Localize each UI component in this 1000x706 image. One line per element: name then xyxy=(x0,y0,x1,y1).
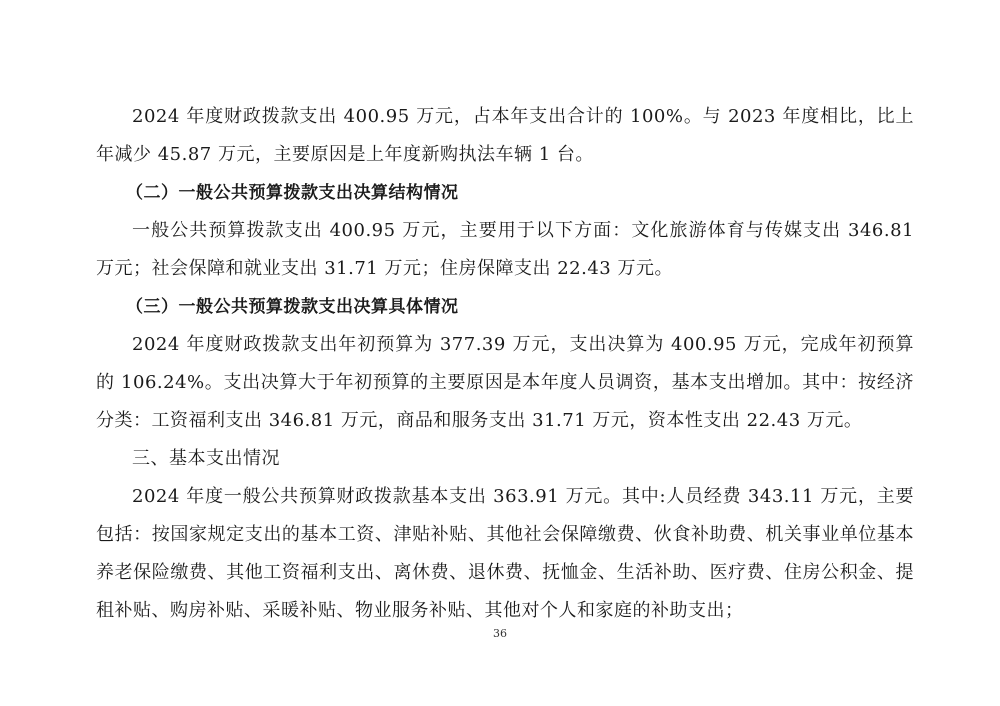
heading-details: （三）一般公共预算拨款支出决算具体情况 xyxy=(126,297,459,317)
document-body xyxy=(96,98,914,630)
heading-structure: （二）一般公共预算拨款支出决算结构情况 xyxy=(126,183,459,203)
heading-basic-expenditure: 三、基本支出情况 xyxy=(132,448,280,469)
paragraph-basic-expenditure: 2024 年度一般公共预算财政拨款基本支出 363.91 万元。其中:人员经费 343.11 万元，主要包括：按国家规定支出的基本工资、津贴补贴、其他社会保障缴费、伙食补助费、机关事业单位基本养老保险缴费、其他工资福利支出、离休费、退休费、抚恤金、生活补助、医疗费、住房公积金、提租补贴、购房补贴、采暖补贴、物业服务补贴、其他对个人和家庭的补助支出； xyxy=(96,486,914,621)
paragraph-structure: 一般公共预算拨款支出 400.95 万元，主要用于以下方面：文化旅游体育与传媒支出 346.81 万元；社会保障和就业支出 31.71 万元；住房保障支出 22.43 万元。 xyxy=(96,220,914,279)
paragraph-appropriation-summary: 2024 年度财政拨款支出 400.95 万元，占本年支出合计的 100%。与 2023 年度相比，比上年减少 45.87 万元，主要原因是上年度新购执法车辆 1 台。 xyxy=(96,106,914,165)
paragraph-details: 2024 年度财政拨款支出年初预算为 377.39 万元，支出决算为 400.95 万元，完成年初预算的 106.24%。支出决算大于年初预算的主要原因是本年度人员调资，基本支出增加。其中：按经济分类：工资福利支出 346.81 万元，商品和服务支出 31.71 万元，资本性支出 22.43 万元。 xyxy=(96,334,914,431)
page-number: 36 xyxy=(493,627,507,640)
